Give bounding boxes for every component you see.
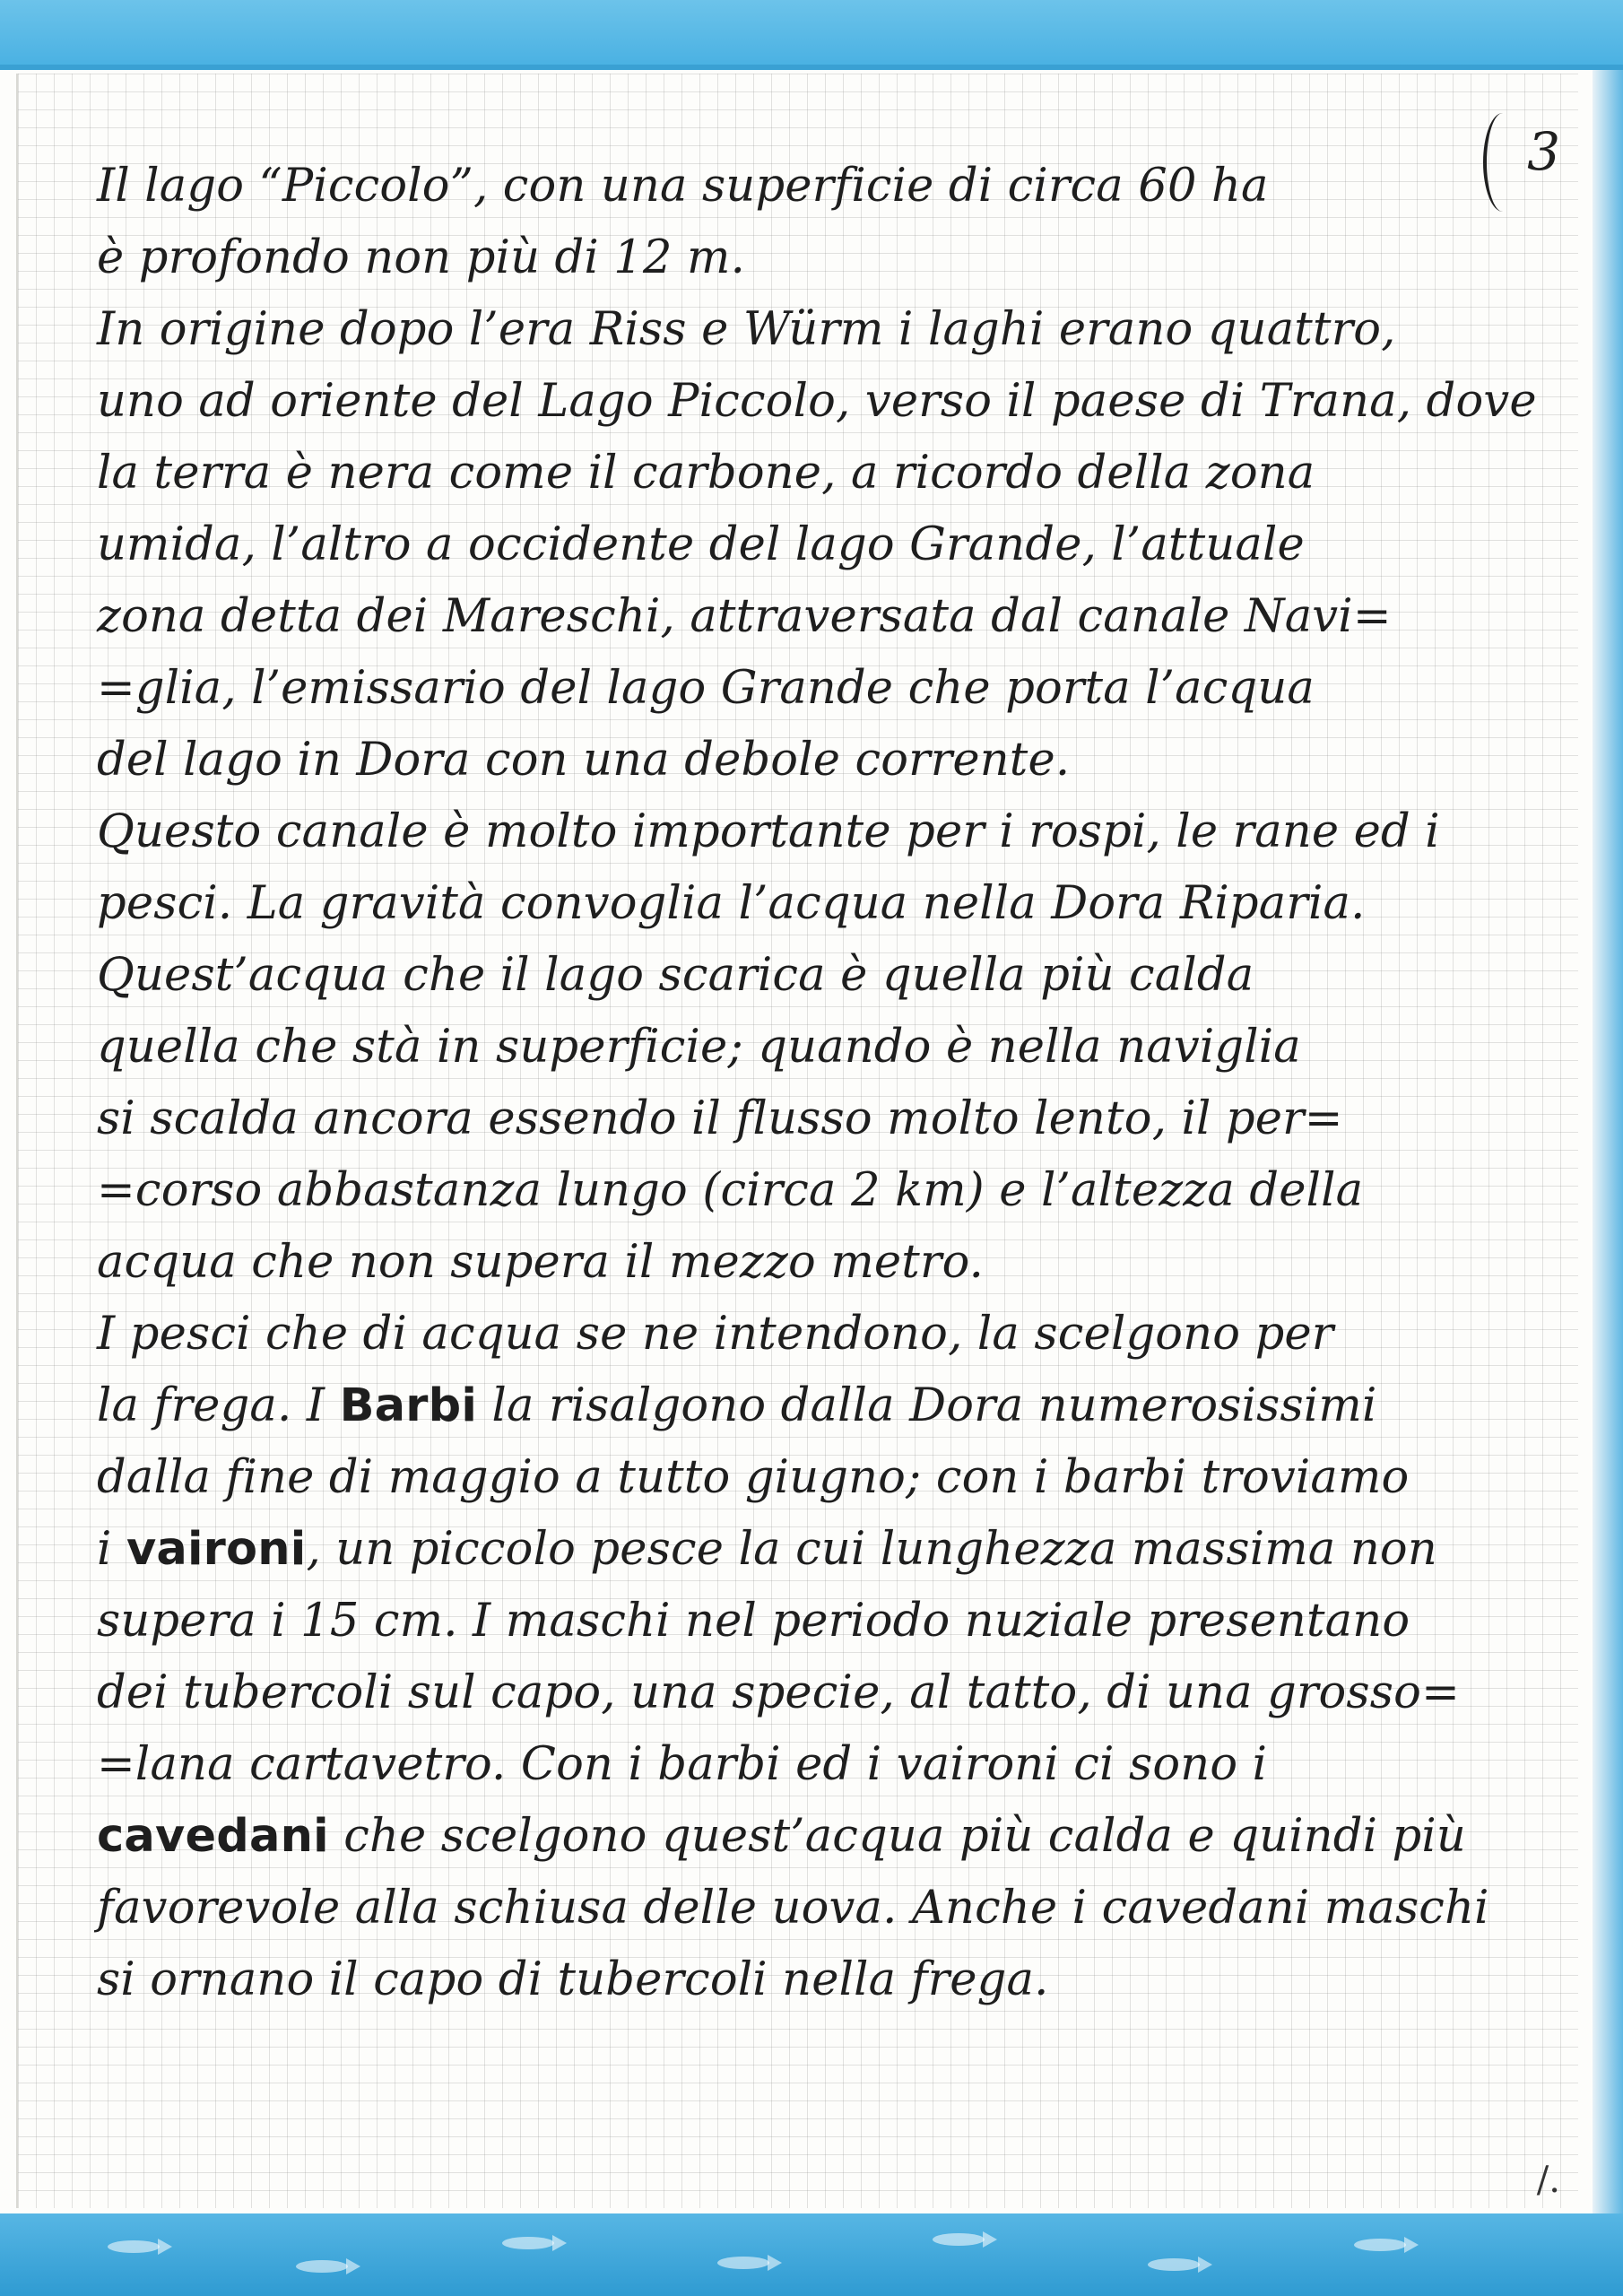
text-segment: , un piccolo pesce la cui lunghezza massima non bbox=[306, 1523, 1437, 1576]
text-segment: =lana cartavetro. Con i barbi ed i vaironi ci sono i bbox=[97, 1738, 1268, 1791]
fish-icon bbox=[933, 2233, 985, 2246]
text-segment: =corso abbastanza lungo (circa 2 km) e l’altezza della bbox=[97, 1164, 1364, 1217]
emphasized-word: vaironi bbox=[126, 1523, 307, 1576]
emphasized-word: cavedani bbox=[97, 1810, 329, 1863]
fish-icon bbox=[296, 2260, 348, 2273]
fish-icon bbox=[502, 2237, 554, 2249]
text-line bbox=[97, 581, 1567, 653]
text-line bbox=[97, 1155, 1567, 1227]
text-segment: si scalda ancora essendo il flusso molto lento, il per= bbox=[97, 1092, 1343, 1145]
text-segment: che scelgono quest’acqua più calda e quindi più bbox=[328, 1810, 1466, 1863]
text-segment: quella che stà in superficie; quando è nella naviglia bbox=[97, 1021, 1301, 1074]
text-line bbox=[97, 653, 1567, 725]
text-segment: dei tubercoli sul capo, una specie, al tatto, di una grosso= bbox=[97, 1666, 1461, 1719]
text-segment: pesci. La gravità convoglia l’acqua nella Dora Riparia. bbox=[97, 877, 1366, 930]
text-segment: umida, l’altro a occidente del lago Grande, l’attuale bbox=[97, 518, 1305, 571]
top-blue-band bbox=[0, 0, 1623, 70]
text-line bbox=[97, 725, 1567, 796]
text-line bbox=[97, 1586, 1567, 1657]
text-line bbox=[97, 151, 1567, 222]
text-line bbox=[97, 1514, 1567, 1586]
text-segment: la risalgono dalla Dora numerosissimi bbox=[477, 1379, 1377, 1432]
text-segment: i bbox=[97, 1523, 126, 1576]
text-line bbox=[97, 294, 1567, 366]
text-line bbox=[97, 1801, 1567, 1873]
fish-icon bbox=[1354, 2239, 1406, 2251]
text-line bbox=[97, 1873, 1567, 1944]
text-line bbox=[97, 1299, 1567, 1370]
text-line bbox=[97, 1370, 1567, 1442]
text-line bbox=[97, 509, 1567, 581]
text-segment: In origine dopo l’era Riss e Würm i laghi erano quattro, bbox=[97, 303, 1396, 356]
text-line bbox=[97, 1944, 1567, 2016]
text-line bbox=[97, 1083, 1567, 1155]
text-segment: =glia, l’emissario del lago Grande che porta l’acqua bbox=[97, 662, 1315, 715]
handwritten-text bbox=[97, 151, 1567, 2016]
text-segment: dalla fine di maggio a tutto giugno; con i barbi troviamo bbox=[97, 1451, 1410, 1504]
text-segment: zona detta dei Mareschi, attraversata dal canale Navi= bbox=[97, 590, 1392, 643]
text-line bbox=[97, 1729, 1567, 1801]
text-line bbox=[97, 1012, 1567, 1083]
text-line bbox=[97, 438, 1567, 509]
text-segment: si ornano il capo di tubercoli nella frega. bbox=[97, 1953, 1049, 2006]
text-line bbox=[97, 1657, 1567, 1729]
text-segment: Questo canale è molto importante per i rospi, le rane ed i bbox=[97, 805, 1440, 858]
text-line bbox=[97, 222, 1567, 294]
fish-icon bbox=[1148, 2258, 1200, 2271]
text-segment: del lago in Dora con una debole corrente. bbox=[97, 734, 1071, 787]
text-segment: acqua che non supera il mezzo metro. bbox=[97, 1236, 984, 1289]
text-line bbox=[97, 940, 1567, 1012]
fish-icon bbox=[108, 2240, 160, 2253]
text-segment: supera i 15 cm. I maschi nel periodo nuziale presentano bbox=[97, 1595, 1410, 1648]
text-line bbox=[97, 1227, 1567, 1299]
text-segment: è profondo non più di 12 m. bbox=[97, 231, 745, 284]
text-line bbox=[97, 796, 1567, 868]
text-segment: uno ad oriente del Lago Piccolo, verso il paese di Trana, dove bbox=[97, 375, 1537, 428]
text-segment: la frega. I bbox=[97, 1379, 340, 1432]
text-line bbox=[97, 366, 1567, 438]
text-segment: la terra è nera come il carbone, a ricordo della zona bbox=[97, 447, 1315, 500]
top-band-rim bbox=[0, 65, 1623, 70]
text-segment: favorevole alla schiusa delle uova. Anche i cavedani maschi bbox=[97, 1882, 1489, 1935]
text-segment: I pesci che di acqua se ne intendono, la scelgono per bbox=[97, 1308, 1334, 1361]
page-number: 3 bbox=[1527, 121, 1560, 182]
text-line bbox=[97, 868, 1567, 940]
fish-icon bbox=[717, 2257, 769, 2269]
text-line bbox=[97, 1442, 1567, 1514]
continuation-mark: /. bbox=[1536, 2160, 1560, 2201]
text-segment: Il lago “Piccolo”, con una superficie di circa 60 ha bbox=[97, 160, 1269, 213]
text-segment: Quest’acqua che il lago scarica è quella più calda bbox=[97, 949, 1254, 1002]
right-edge-strip bbox=[1593, 70, 1623, 2222]
bottom-blue-band bbox=[0, 2213, 1623, 2296]
emphasized-word: Barbi bbox=[339, 1379, 478, 1432]
